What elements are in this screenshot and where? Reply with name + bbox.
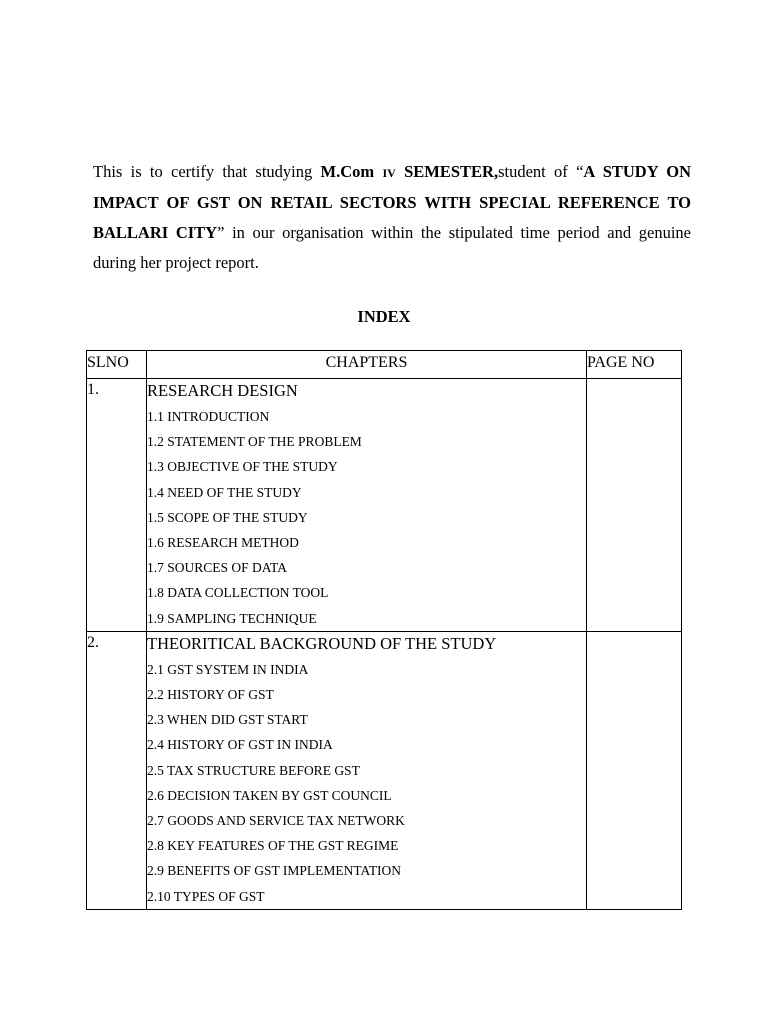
section-item: 2.2 HISTORY OF GST — [147, 687, 274, 703]
section-item: 2.8 KEY FEATURES OF THE GST REGIME — [147, 838, 399, 854]
cert-project-title: A STUDY ON IMPACT OF GST ON RETAIL SECTORS WITH SPECIAL REFERENCE TO BALLARI CITY — [93, 162, 692, 242]
index-body — [87, 379, 682, 910]
section-item: 1.8 DATA COLLECTION TOOL — [147, 585, 329, 601]
chapter-title: THEORITICAL BACKGROUND OF THE STUDY — [147, 633, 497, 653]
cert-course: M.Com — [320, 162, 375, 181]
section-item: 1.7 SOURCES OF DATA — [147, 560, 287, 576]
header-page-no: PAGE NO — [587, 351, 682, 379]
section-item: 2.3 WHEN DID GST START — [147, 712, 308, 728]
section-item: 2.4 HISTORY OF GST IN INDIA — [147, 737, 333, 753]
header-slno: SLNO — [87, 351, 147, 379]
chapter-row — [87, 379, 682, 632]
section-item: 1.1 INTRODUCTION — [147, 409, 270, 424]
chapter-number: 2. — [87, 631, 147, 909]
header-chapters: CHAPTERS — [147, 351, 587, 379]
chapter-title: RESEARCH DESIGN — [147, 381, 298, 400]
section-item: 2.5 TAX STRUCTURE BEFORE GST — [147, 762, 360, 778]
cert-semester-roman: IV — [382, 166, 396, 180]
section-item: 1.3 OBJECTIVE OF THE STUDY — [147, 459, 338, 475]
chapter-page-no — [587, 631, 682, 909]
section-item: 2.1 GST SYSTEM IN INDIA — [147, 661, 309, 677]
section-item: 1.4 NEED OF THE STUDY — [147, 484, 302, 500]
cert-intro: This is to certify that studying — [93, 162, 313, 181]
index-heading: INDEX — [357, 307, 411, 326]
chapter-row — [87, 631, 682, 909]
section-item: 1.5 SCOPE OF THE STUDY — [147, 509, 308, 525]
chapter-number: 1. — [87, 379, 147, 632]
section-item: 2.7 GOODS AND SERVICE TAX NETWORK — [147, 813, 405, 829]
section-item: 1.6 RESEARCH METHOD — [147, 535, 299, 551]
section-item: 1.9 SAMPLING TECHNIQUE — [147, 610, 317, 626]
certificate-paragraph — [93, 157, 691, 278]
chapter-cell — [147, 631, 587, 909]
cert-student-text: student of “ — [498, 162, 584, 181]
cert-outro: ” in our organisation within the stipulated time period and genuine during her project report. — [93, 223, 691, 272]
index-header-row — [87, 351, 682, 379]
section-item: 1.2 STATEMENT OF THE PROBLEM — [147, 434, 362, 450]
cert-semester-word: SEMESTER, — [404, 162, 499, 181]
chapter-cell — [147, 379, 587, 632]
section-item: 2.10 TYPES OF GST — [147, 888, 265, 904]
section-item: 2.6 DECISION TAKEN BY GST COUNCIL — [147, 787, 392, 803]
chapter-page-no — [587, 379, 682, 632]
index-table — [86, 350, 682, 910]
section-item: 2.9 BENEFITS OF GST IMPLEMENTATION — [147, 863, 402, 879]
